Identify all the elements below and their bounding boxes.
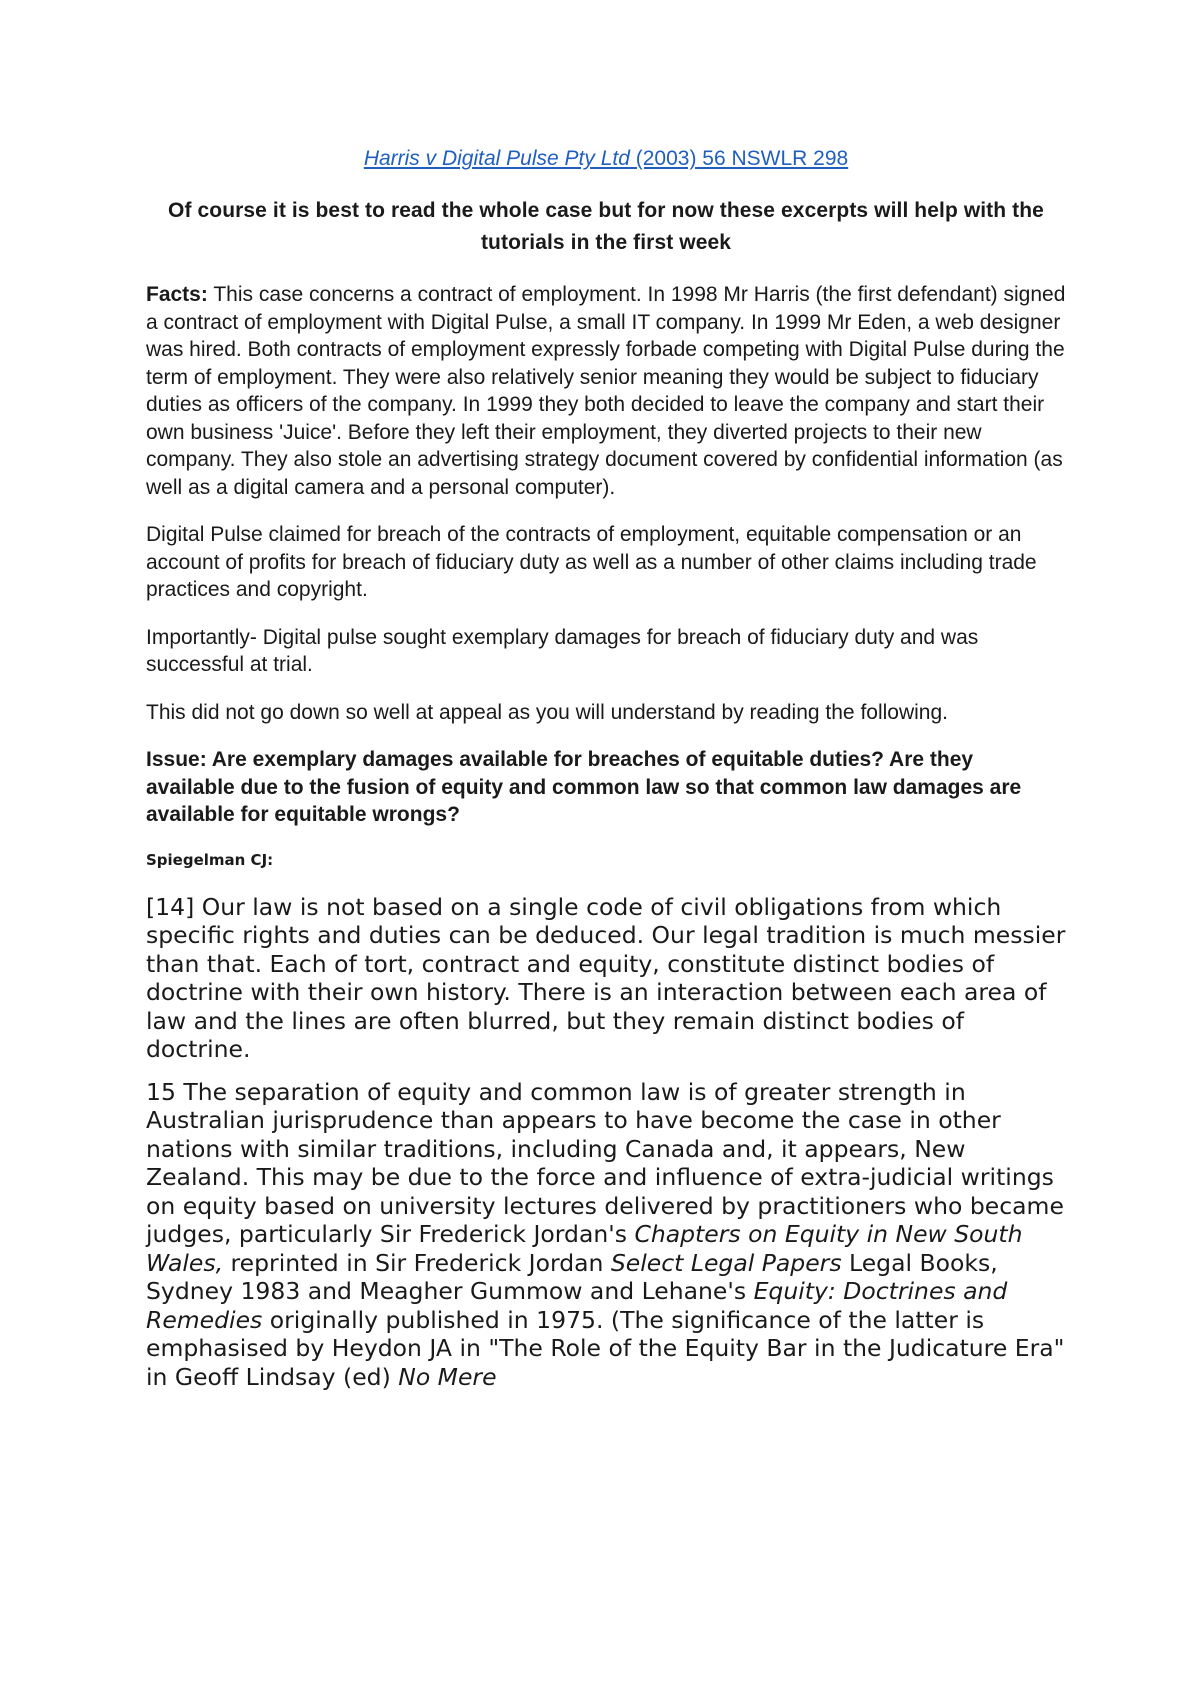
- judge-heading: Spiegelman CJ:: [146, 850, 274, 869]
- case-name: Harris v Digital Pulse Pty Ltd: [363, 147, 630, 170]
- para15-part3: Legal Books, Sydney 1983 and Meagher Gummow and Lehane's: [146, 1248, 998, 1305]
- para15-title1: Chapters on Equity in New South Wales,: [146, 1220, 1023, 1277]
- para15-part2: reprinted in Sir Frederick Jordan: [223, 1248, 611, 1277]
- para15-title4: No Mere: [398, 1362, 497, 1391]
- paragraph-14: [14] Our law is not based on a single code of civil obligations from which specific rights and duties can be deduced. Our legal tradition is much messier than that. Each of tort, contract and equity, constitute distinct bodies of doctrine with their own history. There is an interaction between each area of law and the lines are often blurred, but they remain distinct bodies of doctrine.: [146, 892, 1066, 1063]
- case-citation: (2003) 56 NSWLR 298: [629, 147, 849, 170]
- case-title-link[interactable]: [364, 147, 848, 170]
- document-body: [146, 145, 1066, 1405]
- subtitle: Of course it is best to read the whole case but for now these excerpts will help with the tutorials in the first week: [168, 199, 1044, 254]
- para15-title3: Equity: Doctrines and Remedies: [146, 1277, 1008, 1334]
- issue-paragraph: Issue: Are exemplary damages available for breaches of equitable duties? Are they available due to the fusion of equity and common law so that common law damages are available for equitable wrongs?: [146, 748, 1022, 826]
- appeal-paragraph: This did not go down so well at appeal as you will understand by reading the following.: [146, 700, 948, 724]
- importantly-paragraph: Importantly- Digital pulse sought exemplary damages for breach of fiduciary duty and was successful at trial.: [146, 625, 979, 676]
- claims-paragraph: Digital Pulse claimed for breach of the contracts of employment, equitable compensation or an account of profits for breach of fiduciary duty as well as a number of other claims including trade practices and copyright.: [146, 523, 1037, 601]
- para15-part1: 15 The separation of equity and common law is of greater strength in Australian jurisprudence than appears to have become the case in other nations with similar traditions, including Canada and, it appears, New Zealand. This may be due to the force and influence of extra-judicial writings on equity based on university lectures delivered by practitioners who became judges, particularly Sir Frederick Jordan's: [146, 1077, 1064, 1248]
- facts-paragraph: [146, 281, 1066, 501]
- para15-title2: Select Legal Papers: [610, 1248, 842, 1277]
- facts-text: This case concerns a contract of employment. In 1998 Mr Harris (the first defendant) signed a contract of employment with Digital Pulse, a small IT company. In 1999 Mr Eden, a web designer was hired. Both contracts of employment expressly forbade competing with Digital Pulse during the term of employment. They were also relatively senior meaning they would be subject to fiduciary duties as officers of the company. In 1999 they both decided to leave the company and start their own business 'Juice'. Before they left their employment, they diverted projects to their new company. They also stole an advertising strategy document covered by confidential information (as well as a digital camera and a personal computer).: [146, 283, 1066, 499]
- paragraph-15: [146, 1078, 1066, 1392]
- para15-part4: originally published in 1975. (The significance of the latter is emphasised by Heydon JA in "The Role of the Equity Bar in the Judicature Era" in Geoff Lindsay (ed): [146, 1305, 1065, 1391]
- facts-label: Facts:: [146, 283, 208, 306]
- case-title: [146, 145, 1066, 173]
